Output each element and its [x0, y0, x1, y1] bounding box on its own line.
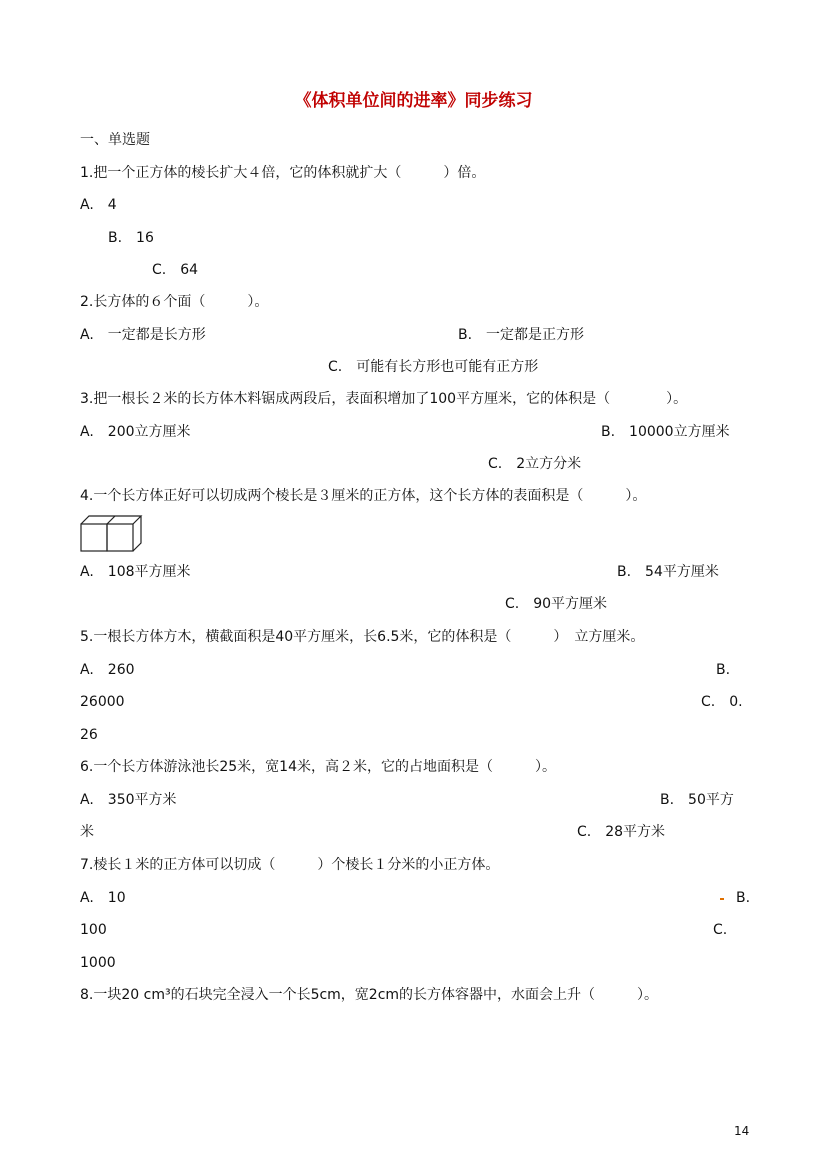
document-title: 《体积单位间的进率》同步练习: [294, 91, 533, 111]
question-2-stem: 2.长方体的６个面（ ）。: [80, 294, 269, 310]
question-5-stem: 5.一根长方体方木，横截面积是40平方厘米，长6.5米，它的体积是（ ） 立方厘米。: [80, 629, 645, 645]
question-2-option-c: C. 可能有长方形也可能有正方形: [328, 359, 539, 375]
question-7-option-b-value: 100: [80, 922, 107, 938]
question-8-stem: 8.一块20 cm³的石块完全浸入一个长5cm，宽2cm的长方体容器中，水面会上升（ ）。: [80, 987, 659, 1003]
question-4-option-a: A. 108平方厘米: [80, 564, 191, 580]
question-2-option-a: A. 一定都是长方形: [80, 327, 206, 343]
question-6-option-b-suffix: 米: [80, 824, 94, 840]
question-3-stem: 3.把一根长２米的长方体木料锯成两段后，表面积增加了100平方厘米，它的体积是（ ）。: [80, 391, 688, 407]
question-7-option-b: B.: [736, 890, 751, 906]
question-7-option-a: A. 10: [80, 890, 126, 906]
question-1-option-b: B. 16: [108, 230, 154, 246]
question-4-option-b: B. 54平方厘米: [617, 564, 719, 580]
question-7-stem: 7.棱长１米的正方体可以切成（ ）个棱长１分米的小正方体。: [80, 857, 500, 873]
question-4-option-c: C. 90平方厘米: [505, 596, 608, 612]
question-1-stem: 1.把一个正方体的棱长扩大４倍，它的体积就扩大（ ）倍。: [80, 165, 486, 181]
section-heading: 一、单选题: [80, 132, 150, 148]
question-6-option-b: B. 50平方: [660, 792, 734, 808]
question-6-option-c: C. 28平方米: [577, 824, 666, 840]
question-5-option-c: C. 0.: [701, 694, 743, 710]
question-3-option-b: B. 10000立方厘米: [601, 424, 730, 440]
question-7-option-c: C.: [713, 922, 728, 938]
question-1-option-a: A. 4: [80, 197, 117, 213]
question-5-option-b-value: 26000: [80, 694, 125, 710]
question-5-option-c-value: 26: [80, 727, 98, 743]
question-2-option-b: B. 一定都是正方形: [458, 327, 585, 343]
page-number: 14: [734, 1124, 750, 1138]
question-4-stem: 4.一个长方体正好可以切成两个棱长是３厘米的正方体，这个长方体的表面积是（ ）。: [80, 488, 647, 504]
question-5-option-a: A. 260: [80, 662, 135, 678]
question-6-stem: 6.一个长方体游泳池长25米，宽14米，高２米，它的占地面积是（ ）。: [80, 759, 556, 775]
question-3-option-c: C. 2立方分米: [488, 456, 582, 472]
cuboid-figure: [80, 514, 144, 554]
stray-mark: [720, 898, 724, 900]
question-7-option-c-value: 1000: [80, 955, 116, 971]
question-3-option-a: A. 200立方厘米: [80, 424, 191, 440]
question-6-option-a: A. 350平方米: [80, 792, 177, 808]
question-1-option-c: C. 64: [152, 262, 199, 278]
question-5-option-b: B.: [716, 662, 731, 678]
